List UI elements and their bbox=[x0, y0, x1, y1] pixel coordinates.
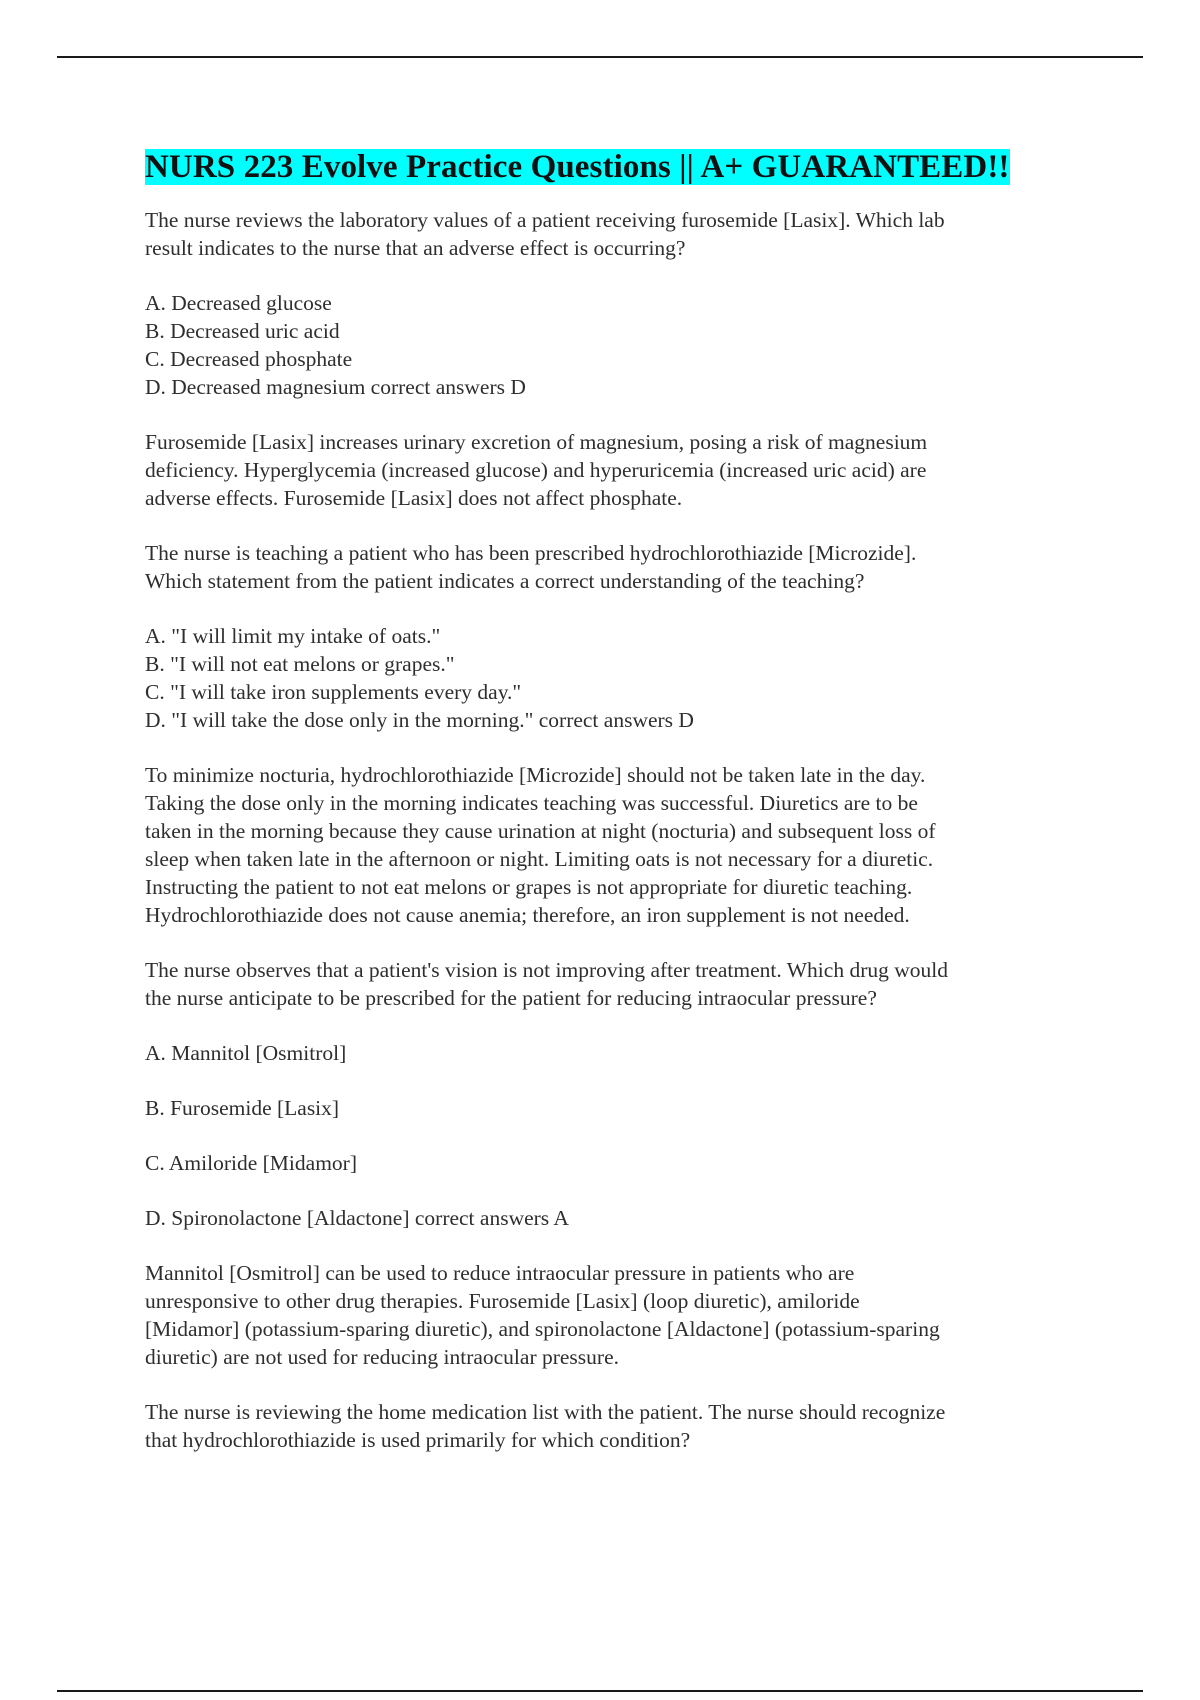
question-3-option-a: A. Mannitol [Osmitrol] bbox=[145, 1041, 347, 1065]
question-3-option-c: C. Amiloride [Midamor] bbox=[145, 1151, 357, 1175]
header-rule bbox=[57, 56, 1143, 58]
question-1-options: A. Decreased glucose B. Decreased uric acid C. Decreased phosphate D. Decreased magnesium correct answers D bbox=[145, 291, 526, 399]
question-2-rationale: To minimize nocturia, hydrochlorothiazide [Microzide] should not be taken late in the day. Taking the dose only in the morning indicates teaching was successful. Diuretics are to be taken in the morning because they cause urination at night (nocturia) and subsequent loss of sleep when taken late in the afternoon or night. Limiting oats is not necessary for a diuretic. Instructing the patient to not eat melons or grapes is not appropriate for diuretic teaching. Hydrochlorothiazide does not cause anemia; therefore, an iron supplement is not needed. bbox=[145, 763, 936, 927]
question-3-rationale: Mannitol [Osmitrol] can be used to reduce intraocular pressure in patients who are unresponsive to other drug therapies. Furosemide [Lasix] (loop diuretic), amiloride [Midamor] (potassium-sparing diuretic), and spironolactone [Aldactone] (potassium-sparing diuretic) are not used for reducing intraocular pressure. bbox=[145, 1261, 940, 1369]
question-3: The nurse observes that a patient's vision is not improving after treatment. Which drug would the nurse anticipate to be prescribed for the patient for reducing intraocular pressure? bbox=[145, 958, 948, 1010]
footer-rule bbox=[57, 1690, 1143, 1692]
question-1-rationale: Furosemide [Lasix] increases urinary excretion of magnesium, posing a risk of magnesium deficiency. Hyperglycemia (increased glucose) and hyperuricemia (increased uric acid) are adverse effects. Furosemide [Lasix] does not affect phosphate. bbox=[145, 430, 928, 510]
question-2: The nurse is teaching a patient who has been prescribed hydrochlorothiazide [Microzide]. Which statement from the patient indicates a correct understanding of the teaching? bbox=[145, 541, 917, 593]
title-highlight: NURS 223 Evolve Practice Questions || A+ GUARANTEED!! bbox=[145, 149, 1010, 185]
question-4: The nurse is reviewing the home medication list with the patient. The nurse should recognize that hydrochlorothiazide is used primarily for which condition? bbox=[145, 1400, 946, 1452]
question-3-option-b: B. Furosemide [Lasix] bbox=[145, 1096, 340, 1120]
document-body bbox=[145, 146, 1065, 1454]
question-3-option-d: D. Spironolactone [Aldactone] correct answers A bbox=[145, 1206, 569, 1230]
question-1: The nurse reviews the laboratory values of a patient receiving furosemide [Lasix]. Which lab result indicates to the nurse that an adverse effect is occurring? bbox=[145, 208, 945, 260]
question-2-options: A. "I will limit my intake of oats." B. "I will not eat melons or grapes." C. "I will take iron supplements every day." D. "I will take the dose only in the morning." correct answers D bbox=[145, 624, 694, 732]
document-title bbox=[145, 146, 1065, 188]
